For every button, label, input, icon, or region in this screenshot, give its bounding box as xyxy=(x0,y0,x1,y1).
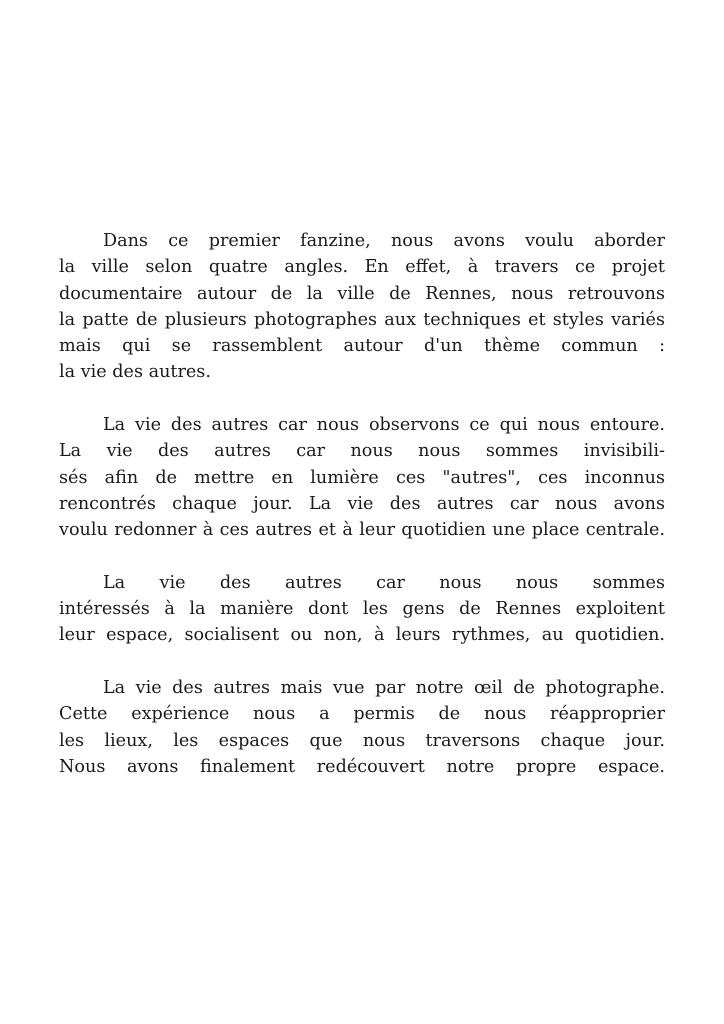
paragraph-2 xyxy=(59,412,665,543)
text-line: Dans ce premier fanzine, nous avons voulu aborder xyxy=(103,231,665,251)
text-line: la patte de plusieurs photographes aux techniques et styles variés xyxy=(59,309,665,330)
text-line: la vie des autres. xyxy=(59,362,211,383)
text-line: Cette expérience nous a permis de nous réapproprier xyxy=(59,704,665,725)
text-line: rencontrés chaque jour. La vie des autres car nous avons xyxy=(59,493,665,514)
paragraph-spacer xyxy=(59,649,665,675)
text-line: La vie des autres car nous observons ce qui nous entoure. xyxy=(103,415,665,436)
text-line: sés afin de mettre en lumière ces "autres", ces inconnus xyxy=(59,467,665,488)
paragraph-spacer xyxy=(59,386,665,412)
text-line: leur espace, socialisent ou non, à leurs rythmes, au quotidien. xyxy=(59,625,665,646)
paragraph-spacer xyxy=(59,544,665,570)
text-line: La vie des autres car nous nous sommes xyxy=(103,572,665,593)
text-line: mais qui se rassemblent autour d'un thème commun : xyxy=(59,336,665,357)
text-line: documentaire autour de la ville de Rennes, nous retrouvons xyxy=(59,283,665,304)
text-line: Nous avons finalement redécouvert notre propre espace. xyxy=(59,756,665,777)
text-line: la ville selon quatre angles. En effet, à travers ce projet xyxy=(59,257,665,278)
paragraph-3 xyxy=(59,570,665,649)
text-line: les lieux, les espaces que nous traversons chaque jour. xyxy=(59,730,665,751)
text-line: La vie des autres car nous nous sommes invisibili- xyxy=(59,441,665,462)
text-line: voulu redonner à ces autres et à leur quotidien une place centrale. xyxy=(59,520,665,541)
paragraph-1 xyxy=(59,228,665,386)
body-text xyxy=(59,228,665,780)
paragraph-4 xyxy=(59,675,665,780)
text-line: La vie des autres mais vue par notre œil de photographe. xyxy=(103,678,665,699)
text-line: intéressés à la manière dont les gens de Rennes exploitent xyxy=(59,599,665,620)
